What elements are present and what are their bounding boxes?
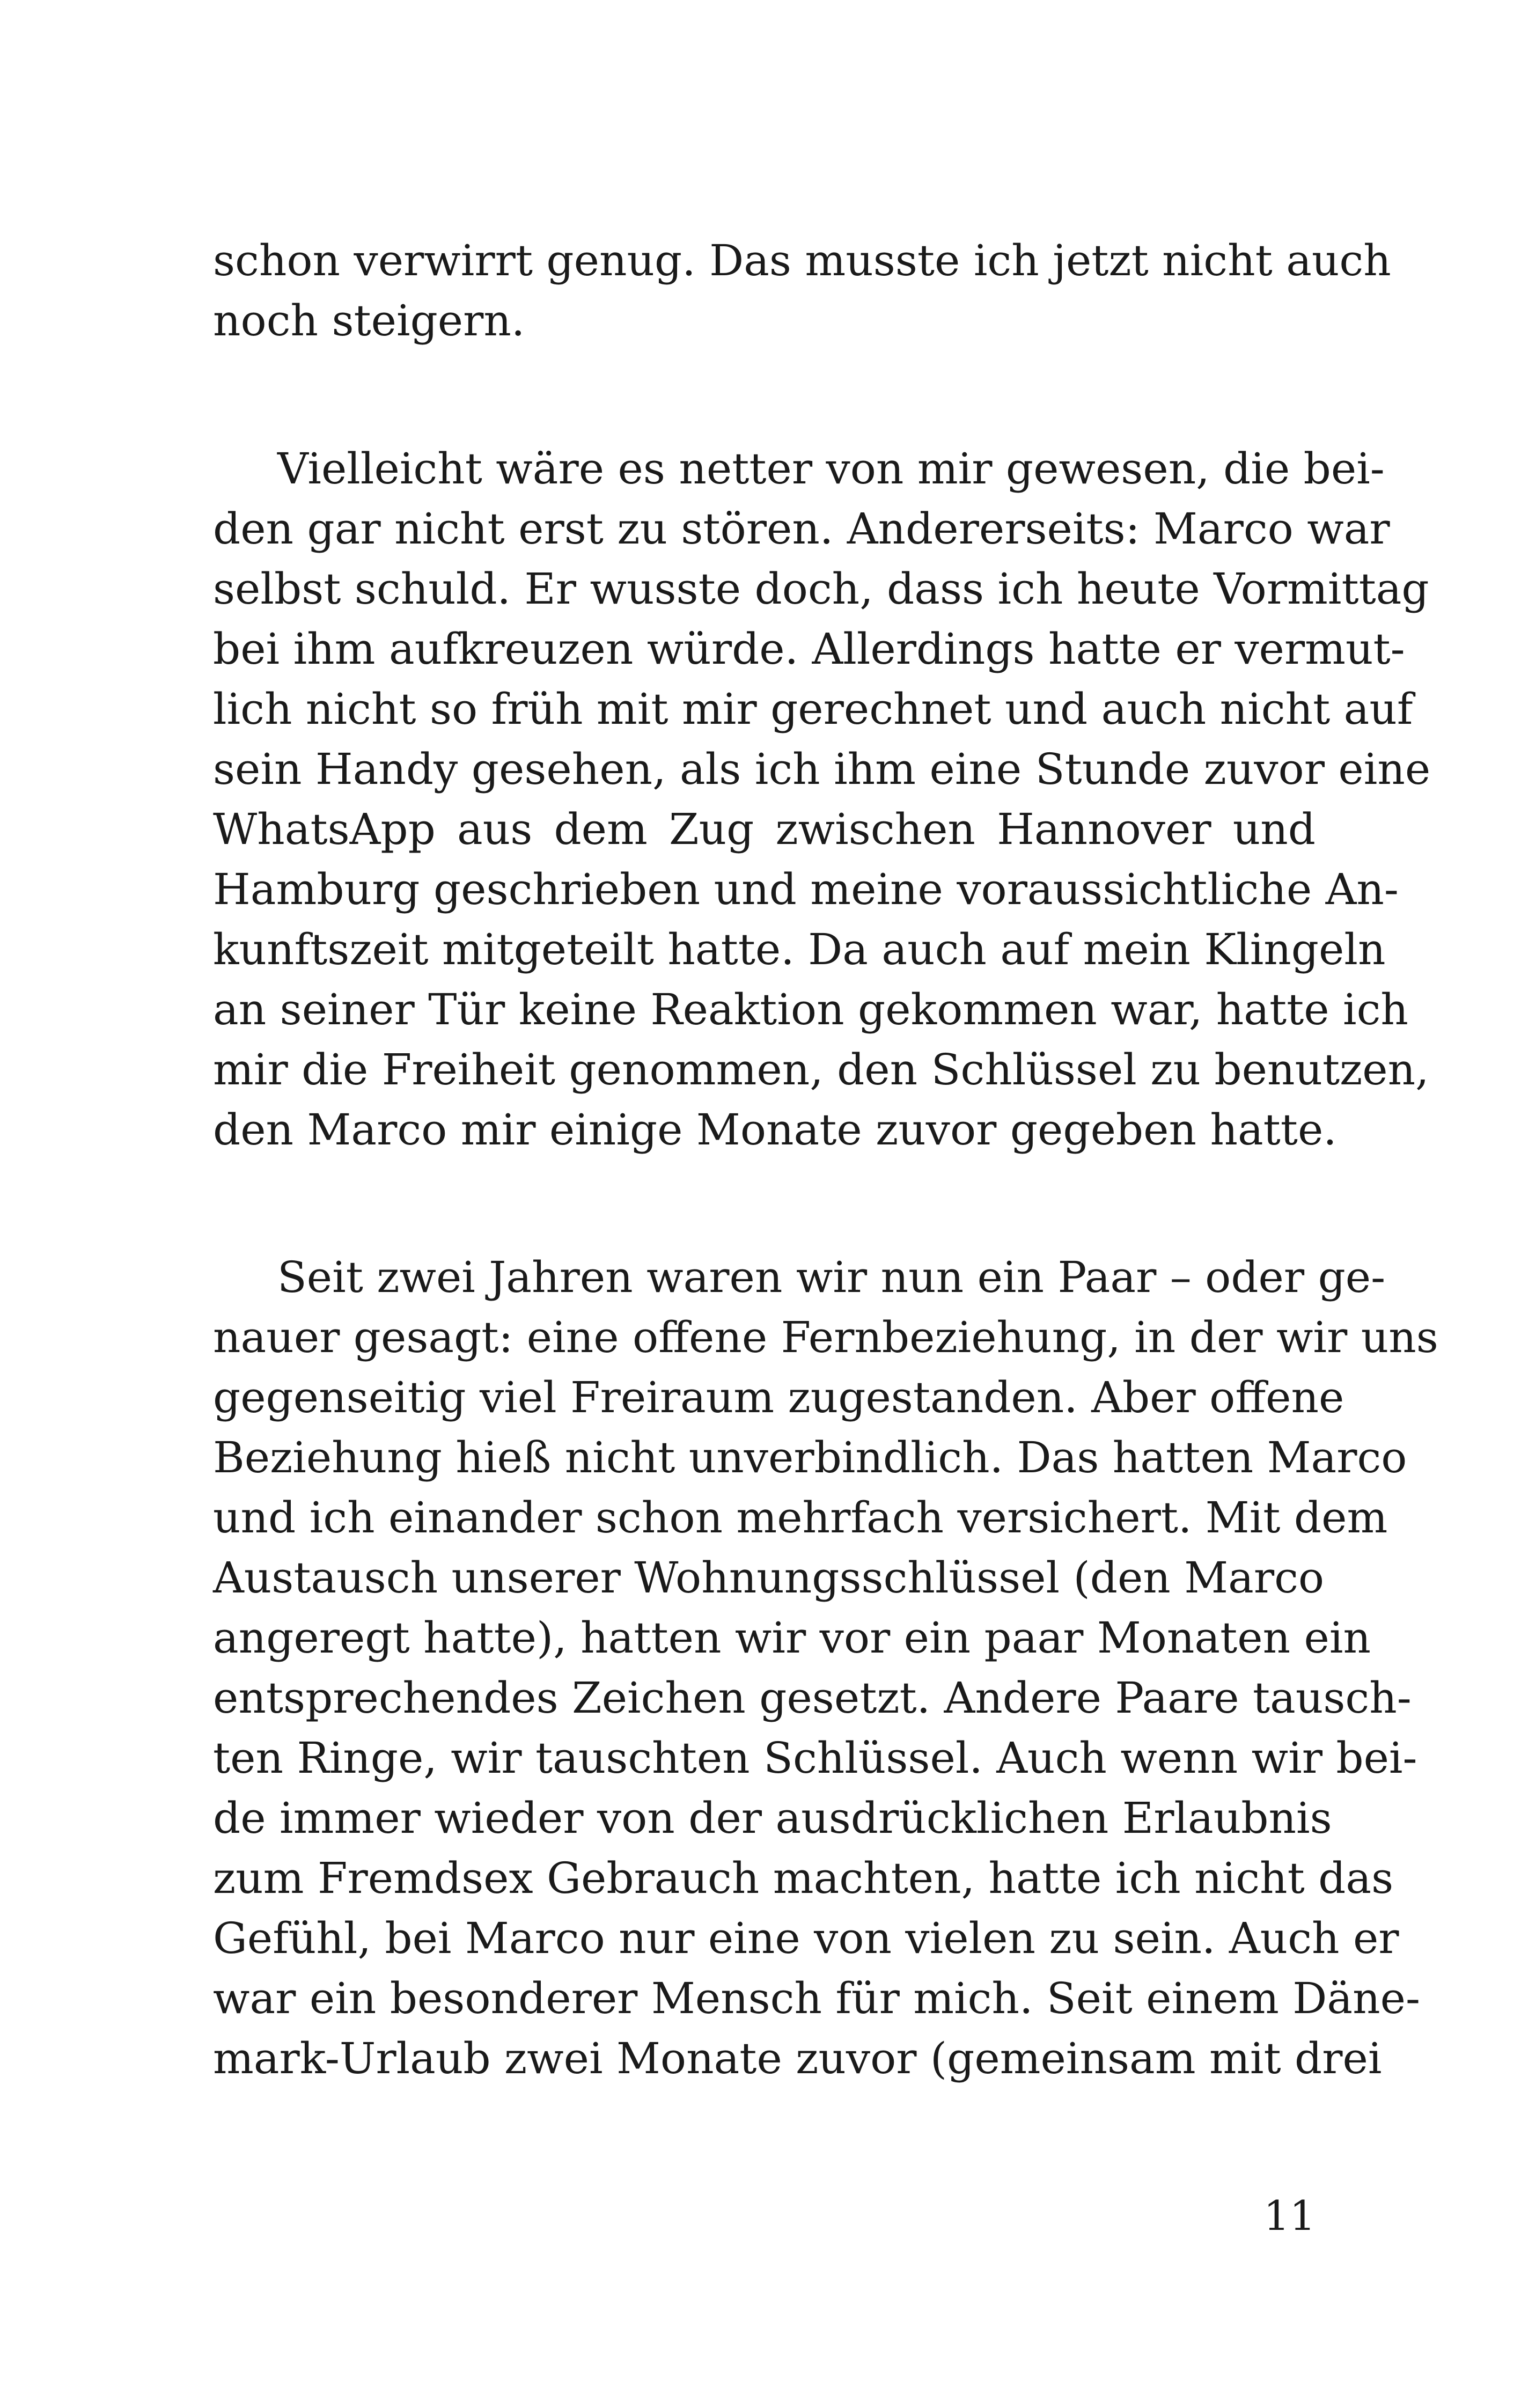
text-line: Vielleicht wäre es netter von mir gewesen, die bei- <box>277 444 1385 494</box>
text-line: und ich einander schon mehrfach versichert. Mit dem <box>213 1493 1388 1543</box>
text-line: schon verwirrt genug. Das musste ich jetzt nicht auch <box>213 236 1391 285</box>
text-line: zum Fremdsex Gebrauch machten, hatte ich nicht das <box>213 1853 1394 1903</box>
paragraph-1 <box>213 231 1391 351</box>
text-line: noch steigern. <box>213 296 525 346</box>
text-line: selbst schuld. Er wusste doch, dass ich heute Vormittag <box>213 564 1429 614</box>
text-line: ten Ringe, wir tauschten Schlüssel. Auch wenn wir bei- <box>213 1733 1417 1783</box>
text-line: den gar nicht erst zu stören. Andererseits: Marco war <box>213 504 1390 554</box>
text-line: war ein besonderer Mensch für mich. Seit einem Däne- <box>213 1973 1420 2023</box>
text-line: gegenseitig viel Freiraum zugestanden. Aber offene <box>213 1372 1344 1422</box>
text-line: sein Handy gesehen, als ich ihm eine Stunde zuvor eine <box>213 744 1431 794</box>
text-line: bei ihm aufkreuzen würde. Allerdings hatte er vermut- <box>213 624 1405 674</box>
text-line: nauer gesagt: eine offene Fernbeziehung, in der wir uns <box>213 1312 1438 1362</box>
text-line: mir die Freiheit genommen, den Schlüssel zu benutzen, <box>213 1045 1429 1095</box>
text-line: Austausch unserer Wohnungsschlüssel (den Marco <box>213 1553 1325 1603</box>
paragraph-3 <box>213 1247 1438 2089</box>
text-line: entsprechendes Zeichen gesetzt. Andere Paare tausch- <box>213 1673 1412 1723</box>
text-line: Gefühl, bei Marco nur eine von vielen zu sein. Auch er <box>213 1913 1399 1963</box>
text-line: WhatsApp aus dem Zug zwischen Hannover und <box>213 804 1316 854</box>
page-number: 11 <box>1263 2192 1316 2240</box>
text-line: mark-Urlaub zwei Monate zuvor (gemeinsam mit drei <box>213 2033 1382 2083</box>
paragraph-2 <box>213 439 1431 1160</box>
text-line: lich nicht so früh mit mir gerechnet und auch nicht auf <box>213 684 1413 734</box>
text-line: Seit zwei Jahren waren wir nun ein Paar – oder ge- <box>277 1252 1386 1302</box>
text-line: den Marco mir einige Monate zuvor gegeben hatte. <box>213 1105 1337 1155</box>
text-line: angeregt hatte), hatten wir vor ein paar Monaten ein <box>213 1613 1371 1663</box>
text-line: an seiner Tür keine Reaktion gekommen war, hatte ich <box>213 985 1408 1034</box>
text-line: Beziehung hieß nicht unverbindlich. Das hatten Marco <box>213 1433 1407 1482</box>
text-line: Hamburg geschrieben und meine voraussichtliche An- <box>213 864 1399 914</box>
text-line: kunftszeit mitgeteilt hatte. Da auch auf mein Klingeln <box>213 924 1386 974</box>
text-line: de immer wieder von der ausdrücklichen Erlaubnis <box>213 1793 1332 1843</box>
